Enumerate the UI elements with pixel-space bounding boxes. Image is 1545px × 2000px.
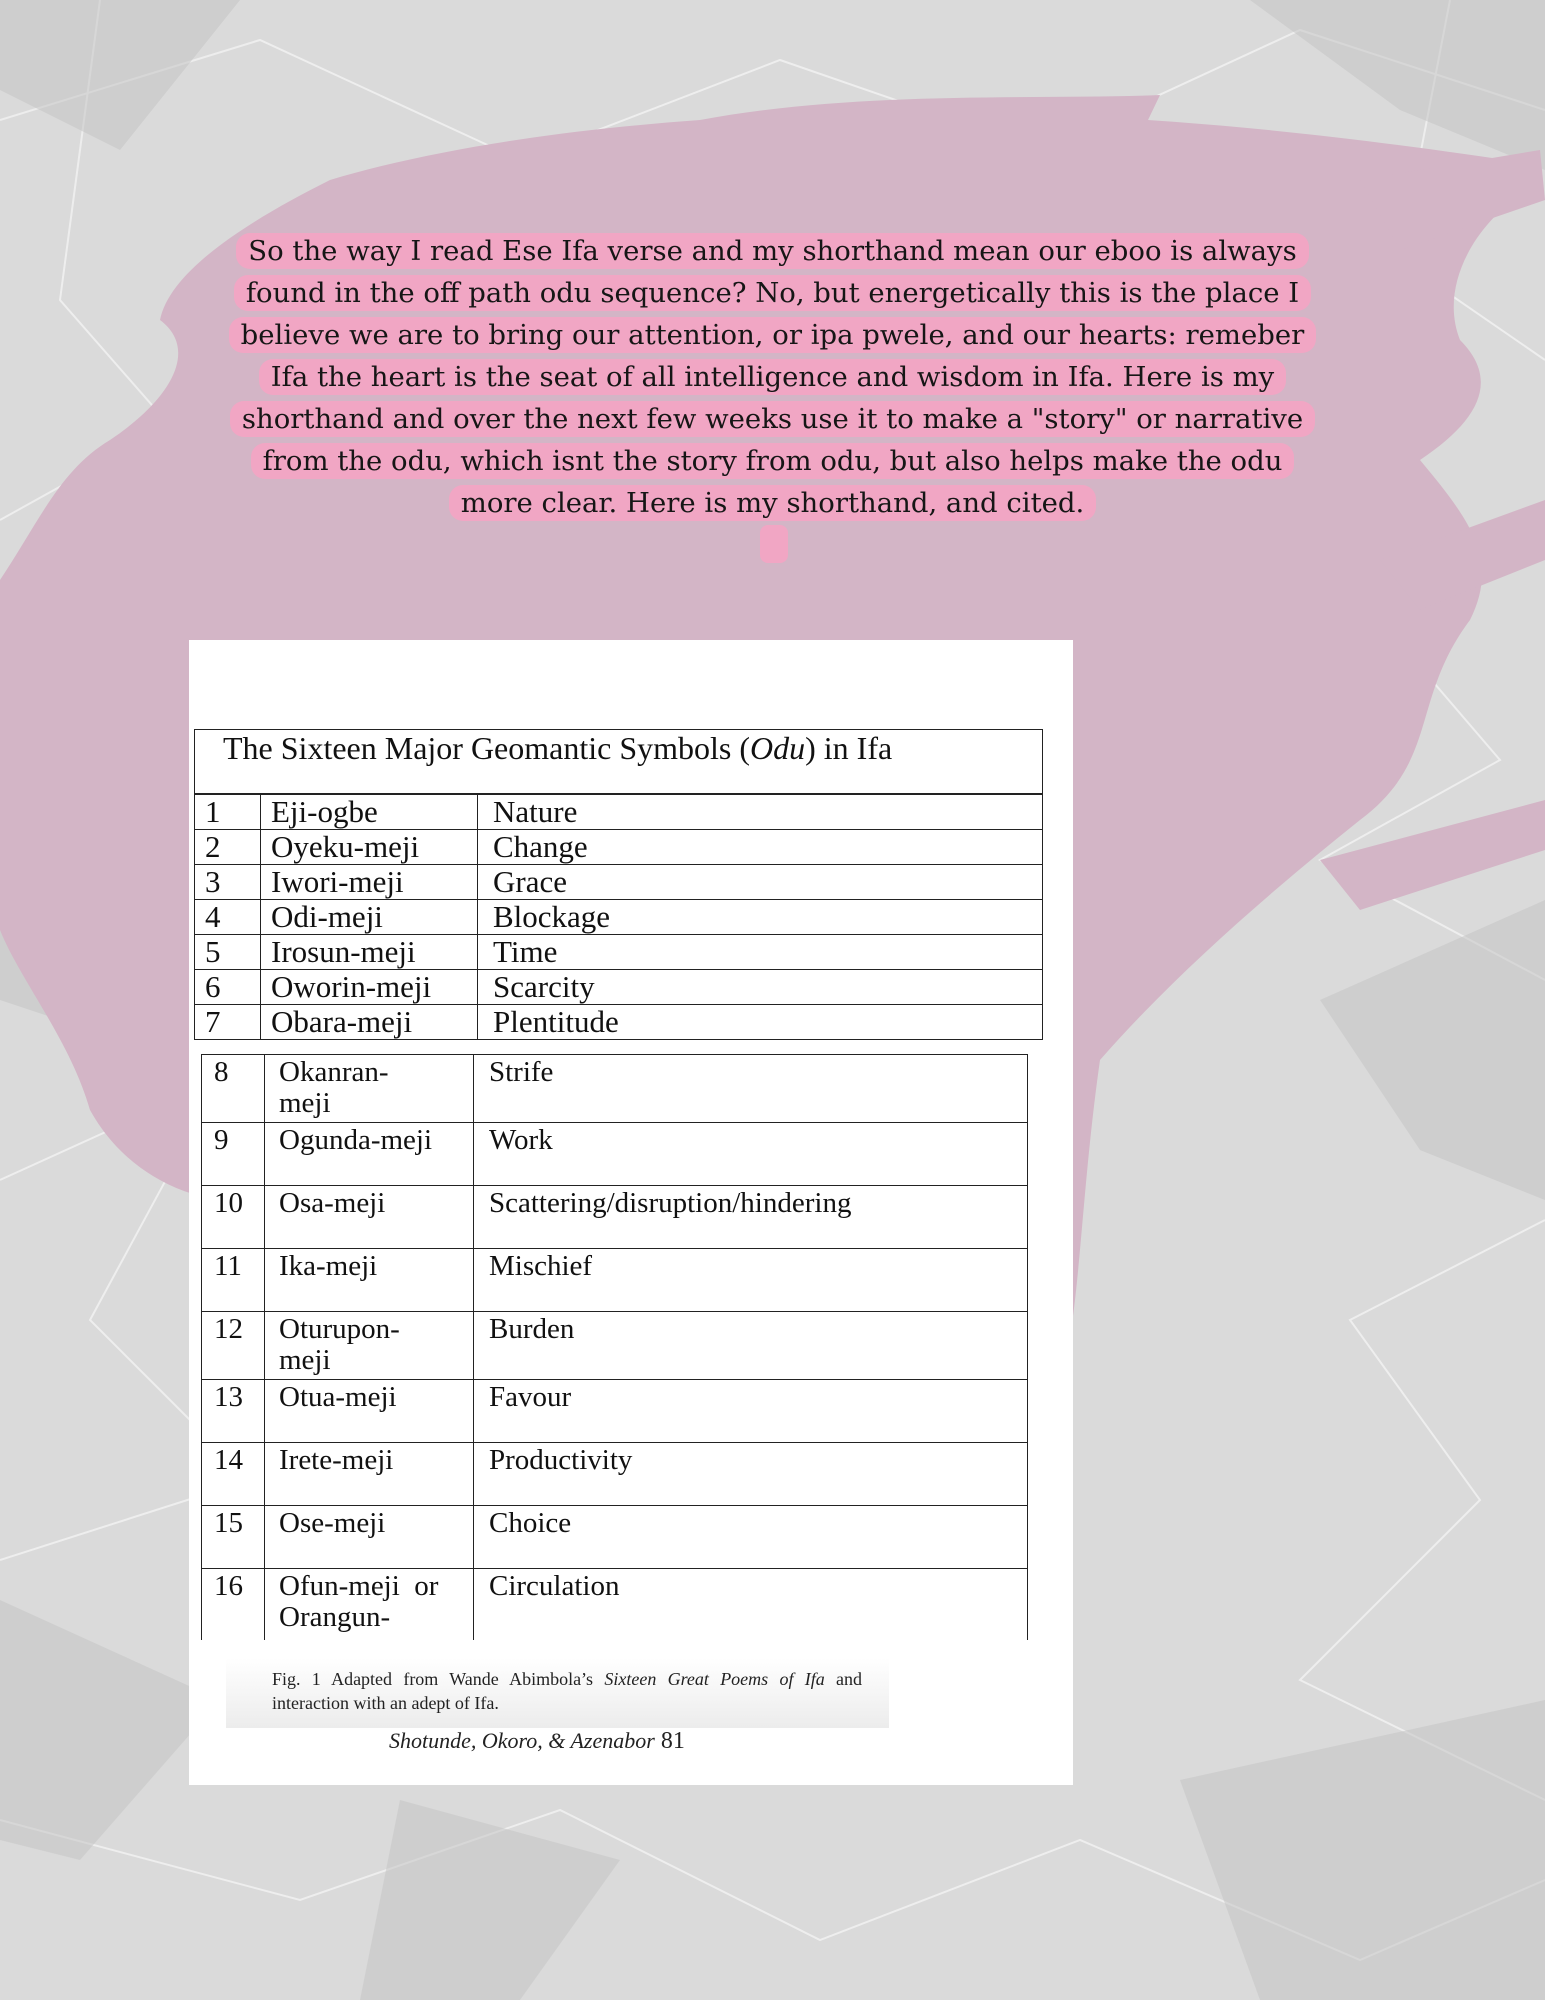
- odu-meaning: Scarcity: [493, 969, 595, 1004]
- table-row: [195, 829, 1042, 864]
- odu-number: 13: [202, 1380, 265, 1442]
- odu-name: Odi-meji: [261, 900, 478, 934]
- odu-number: 15: [202, 1506, 265, 1568]
- highlight-tab: [760, 525, 788, 563]
- odu-meaning: Work: [489, 1124, 553, 1156]
- odu-meaning: Productivity: [489, 1444, 633, 1476]
- odu-meaning: Plentitude: [493, 1004, 619, 1039]
- odu-table-part-2: [201, 1054, 1028, 1640]
- table-row: [195, 934, 1042, 969]
- odu-name: Iwori-meji: [261, 865, 478, 899]
- odu-name: Obara-meji: [261, 1005, 478, 1039]
- intro-line: more clear. Here is my shorthand, and cited.: [449, 485, 1097, 521]
- odu-meaning: Favour: [489, 1381, 572, 1413]
- odu-meaning: Choice: [489, 1507, 572, 1539]
- odu-meaning: Strife: [489, 1056, 554, 1088]
- odu-name: Ogunda-meji: [265, 1123, 474, 1185]
- table-row: [202, 1123, 1027, 1186]
- odu-number: 7: [195, 1005, 261, 1039]
- odu-name: Osa-meji: [265, 1186, 474, 1248]
- odu-number: 8: [202, 1055, 265, 1122]
- odu-name: Oyeku-meji: [261, 830, 478, 864]
- odu-name: Oworin-meji: [261, 970, 478, 1004]
- odu-number: 6: [195, 970, 261, 1004]
- odu-number: 2: [195, 830, 261, 864]
- table-row: [202, 1506, 1027, 1569]
- odu-meaning: Time: [493, 934, 558, 969]
- table-row: [195, 1004, 1042, 1039]
- table-row: [202, 1443, 1027, 1506]
- intro-line: found in the off path odu sequence? No, but energetically this is the place I: [234, 275, 1311, 311]
- odu-number: 10: [202, 1186, 265, 1248]
- figure-caption: Fig. 1 Adapted from Wande Abimbola’s Sixteen Great Poems of Ifa and interaction with an adept of Ifa.: [272, 1669, 862, 1713]
- table-row: [202, 1055, 1027, 1123]
- odu-name: Irete-meji: [265, 1443, 474, 1505]
- table-row: [202, 1380, 1027, 1443]
- odu-name: Okanran- meji: [265, 1055, 474, 1122]
- odu-name: Ofun-meji or Orangun-: [265, 1569, 474, 1640]
- odu-meaning: Burden: [489, 1313, 575, 1345]
- table-row: [202, 1249, 1027, 1312]
- odu-number: 12: [202, 1312, 265, 1379]
- odu-name: Eji-ogbe: [261, 795, 478, 829]
- intro-line: shorthand and over the next few weeks use it to make a "story" or narrative: [230, 401, 1315, 437]
- odu-name: Ika-meji: [265, 1249, 474, 1311]
- odu-meaning: Grace: [493, 864, 567, 899]
- odu-name: Ose-meji: [265, 1506, 474, 1568]
- table-row: [195, 969, 1042, 1004]
- odu-number: 3: [195, 865, 261, 899]
- table-row: [202, 1186, 1027, 1249]
- table-row: [195, 864, 1042, 899]
- intro-line: believe we are to bring our attention, or ipa pwele, and our hearts: remeber: [229, 317, 1317, 353]
- odu-name: Irosun-meji: [261, 935, 478, 969]
- odu-meaning: Mischief: [489, 1250, 593, 1282]
- page-number: 81: [660, 1728, 685, 1754]
- odu-meaning: Nature: [493, 794, 578, 829]
- odu-number: 9: [202, 1123, 265, 1185]
- odu-number: 4: [195, 900, 261, 934]
- intro-line: So the way I read Ese Ifa verse and my shorthand mean our eboo is always: [236, 233, 1308, 269]
- odu-number: 11: [202, 1249, 265, 1311]
- table-row: [202, 1312, 1027, 1380]
- odu-meaning: Blockage: [493, 899, 611, 934]
- odu-number: 1: [195, 795, 261, 829]
- odu-number: 16: [202, 1569, 265, 1640]
- odu-meaning: Scattering/disruption/hindering: [489, 1187, 852, 1219]
- odu-name: Otua-meji: [265, 1380, 474, 1442]
- table-title: The Sixteen Major Geomantic Symbols (Odu) in Ifa: [195, 730, 1042, 794]
- source-credit: [389, 1728, 685, 1755]
- odu-table-part-1: [194, 729, 1043, 1040]
- odu-number: 14: [202, 1443, 265, 1505]
- odu-number: 5: [195, 935, 261, 969]
- odu-meaning: Change: [493, 829, 588, 864]
- intro-paragraph: [205, 230, 1340, 524]
- credit-authors: Shotunde, Okoro, & Azenabor: [389, 1728, 655, 1753]
- intro-line: from the odu, which isnt the story from odu, but also helps make the odu: [251, 443, 1295, 479]
- odu-name: Oturupon- meji: [265, 1312, 474, 1379]
- table-row: [195, 899, 1042, 934]
- intro-line: Ifa the heart is the seat of all intelligence and wisdom in Ifa. Here is my: [259, 359, 1286, 395]
- odu-meaning: Circulation: [489, 1570, 620, 1602]
- scanned-page: [189, 640, 1073, 1785]
- table-row: [202, 1569, 1027, 1640]
- table-row: [195, 794, 1042, 829]
